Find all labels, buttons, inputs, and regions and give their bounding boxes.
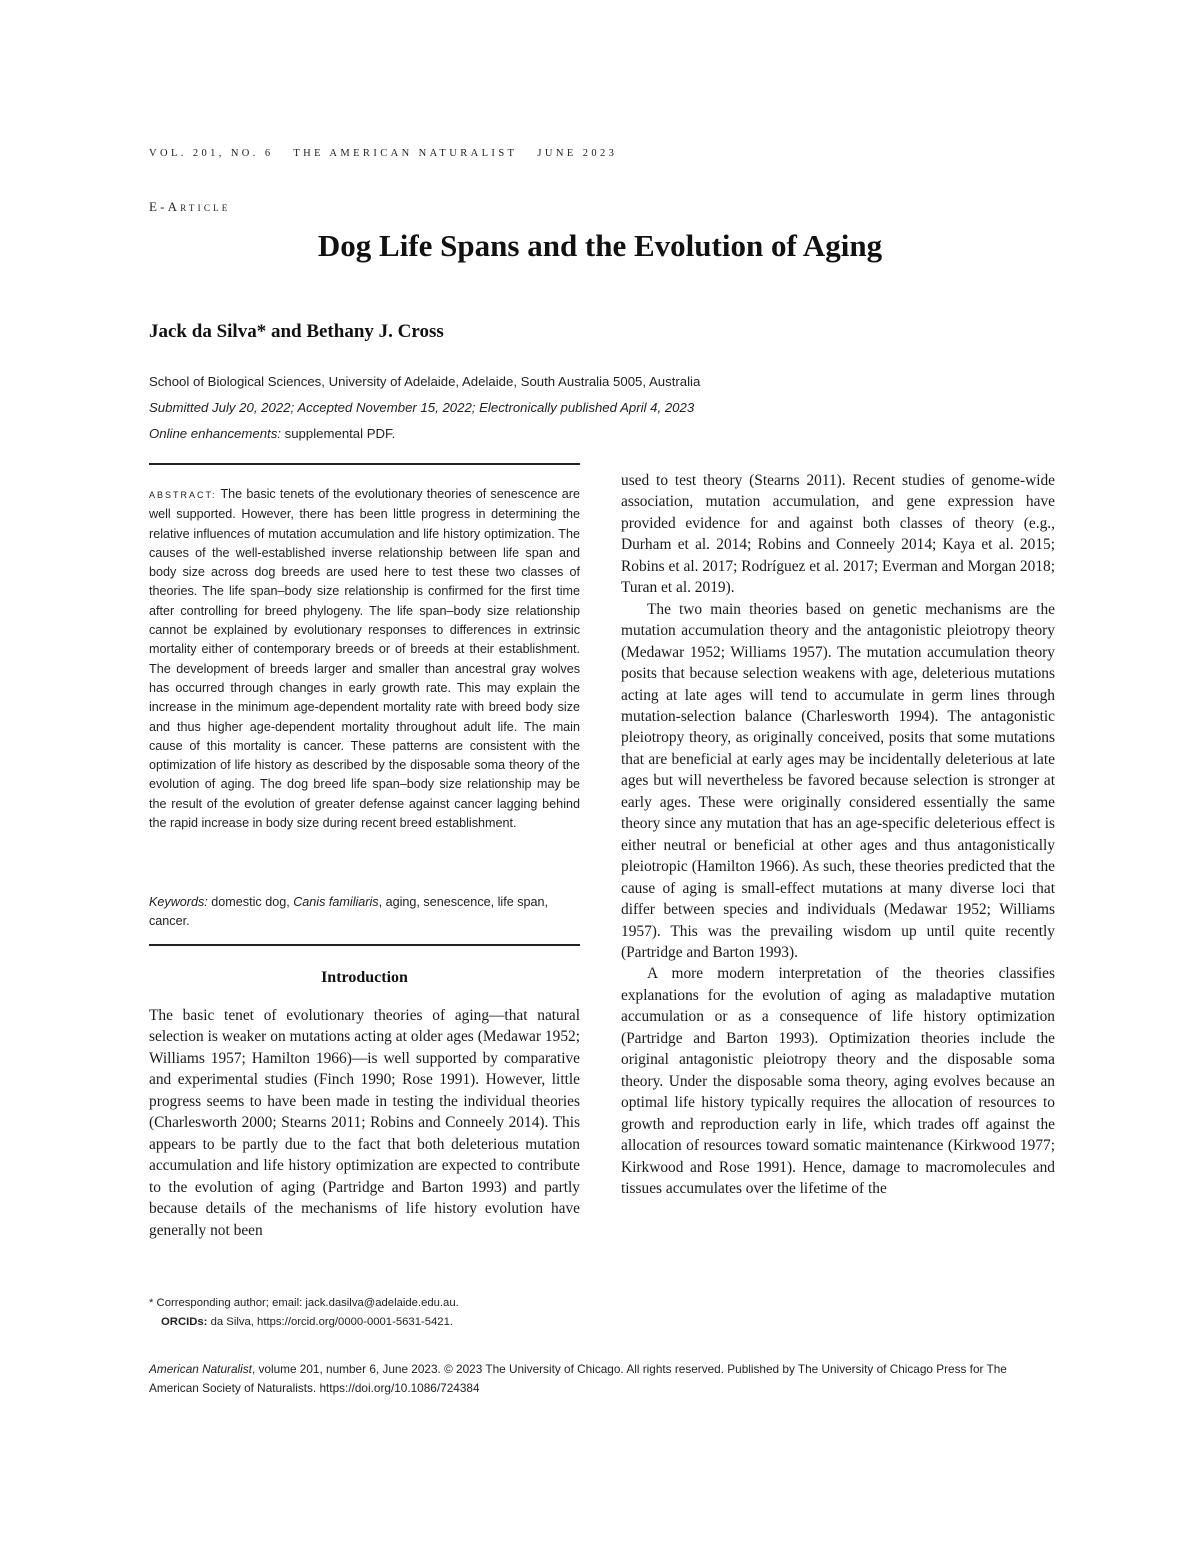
right-paragraph-3: A more modern interpretation of the theories classifies explanations for the evolution of aging as maladaptive mutation accumulation or as a consequence of life history optimization (Partridge and Barton 1993). Optimization theories include the original antagonistic pleiotropy theory and the disposable soma theory. Under the disposable soma theory, aging evolves because an optimal life history typically requires the allocation of resources to growth and reproduction early in life, which trades off against the allocation of resources toward somatic maintenance (Kirkwood 1977; Kirkwood and Rose 1991). Hence, damage to macromolecules and tissues accumulates over the lifetime of the: [621, 965, 1055, 1197]
introduction-paragraph-1: The basic tenet of evolutionary theories of aging—that natural selection is weaker on mutations acting at older ages (Medawar 1952; Williams 1957; Hamilton 1966)—is well supported by comparative and experimental studies (Finch 1990; Rose 1991). However, little progress seems to have been made in testing the individual theories (Charlesworth 2000; Stearns 2011; Robins and Conneely 2014). This appears to be partly due to the fact that both deleterious mutation accumulation and life history optimization are expected to contribute to the evolution of aging (Partridge and Barton 1993) and partly because details of the mechanisms of life history evolution have generally not been: [149, 1007, 580, 1239]
page-footer: [149, 1360, 1059, 1398]
orcid-value[interactable]: da Silva, https://orcid.org/0000-0001-5631-5421.: [207, 1316, 454, 1328]
author-footnote: [149, 1294, 580, 1332]
abstract-text: The basic tenets of the evolutionary theories of senescence are well supported. However, there has been little progress in determining the relative influences of mutation accumulation and life history optimization. The causes of the well-established inverse relationship between life span and body size across dog breeds are used here to test these two classes of theories. The life span–body size relationship is confirmed for the first time after controlling for breed phylogeny. The life span–body size relationship cannot be explained by evolutionary responses to differences in extrinsic mortality either of contemporary breeds or of breeds at their establishment. The development of breeds larger and smaller than ancestral gray wolves has occurred through changes in early growth rate. This may explain the increase in the minimum age-dependent mortality rate with breed body size and thus higher age-dependent mortality throughout adult life. The main cause of this mortality is cancer. These patterns are consistent with the optimization of life history as described by the disposable soma theory of the evolution of aging. The dog breed life span–body size relationship may be the result of the evolution of greater defense against cancer lagging behind the rapid increase in body size during recent breed establishment.: [149, 487, 580, 831]
running-head-volume: VOL. 201, NO. 6: [149, 148, 274, 159]
keywords-part2: , aging, senescence, life span, cancer.: [149, 895, 549, 929]
keywords-species: Canis familiaris: [293, 895, 379, 909]
right-paragraph-continued: used to test theory (Stearns 2011). Recent studies of genome-wide association, mutation accumulation, and gene expression have provided evidence for and against both classes of theory (e.g., Durham et al. 2014; Robins and Conneely 2014; Kaya et al. 2015; Robins et al. 2017; Rodríguez et al. 2017; Everman and Morgan 2018; Turan et al. 2019).: [621, 472, 1055, 597]
online-enhancements-label: Online enhancements:: [149, 426, 281, 441]
article-title: Dog Life Spans and the Evolution of Aging: [317, 228, 883, 263]
footer-journal: American Naturalist: [149, 1362, 252, 1376]
footer-text: , volume 201, number 6, June 2023. © 2023 The University of Chicago. All rights reserved. Published by The University of Chicago Press for The American Society of Naturalists. https://doi.org/10.1086/724384: [149, 1362, 1007, 1395]
orcid-label: ORCIDs:: [161, 1316, 208, 1328]
online-enhancements: [149, 426, 395, 441]
affiliation: School of Biological Sciences, University of Adelaide, Adelaide, South Australia 5005, Australia: [149, 374, 701, 389]
online-enhancements-link[interactable]: supplemental PDF.: [280, 426, 396, 441]
abstract-bottom-rule: [149, 944, 580, 946]
orcid-note: [149, 1313, 580, 1332]
right-paragraph-2: The two main theories based on genetic mechanisms are the mutation accumulation theory and the antagonistic pleiotropy theory (Medawar 1952; Williams 1957). The mutation accumulation theory posits that because selection weakens with age, deleterious mutations acting at late ages will tend to accumulate in germ lines through mutation-selection balance (Charlesworth 1994). The antagonistic pleiotropy theory, as originally conceived, posits that some mutations that are beneficial at early ages may be incidentally deleterious at late ages but will nevertheless be favored because selection is stronger at early ages. These were originally considered essentially the same theory since any mutation that has an age-specific deleterious effect is either neutral or beneficial at other ages and thus antagonistically pleiotropic (Hamilton 1966). As such, these theories predicted that the cause of aging is small-effect mutations at many diverse loci that differ between species and individuals (Medawar 1952; Williams 1957). This was the prevailing wisdom up until quite recently (Partridge and Barton 1993).: [621, 600, 1055, 961]
abstract: [149, 485, 580, 833]
corresponding-author-note: * Corresponding author; email: jack.dasilva@adelaide.edu.au.: [149, 1297, 459, 1309]
abstract-label: ABSTRACT:: [149, 490, 217, 500]
abstract-top-rule: [149, 463, 580, 465]
running-head-journal: THE AMERICAN NATURALIST: [293, 148, 518, 159]
keywords: [149, 893, 580, 932]
keywords-part1: domestic dog,: [207, 895, 294, 909]
introduction-heading: Introduction: [321, 969, 408, 986]
author-list: Jack da Silva* and Bethany J. Cross: [149, 321, 444, 342]
publication-dates: Submitted July 20, 2022; Accepted November 15, 2022; Electronically published April 4, 2023: [149, 400, 695, 415]
keywords-label: Keywords:: [149, 895, 208, 909]
right-column: [621, 470, 1055, 1199]
running-head-date: JUNE 2023: [537, 148, 618, 159]
article-type: E-Article: [149, 199, 231, 214]
running-head: [149, 148, 631, 159]
